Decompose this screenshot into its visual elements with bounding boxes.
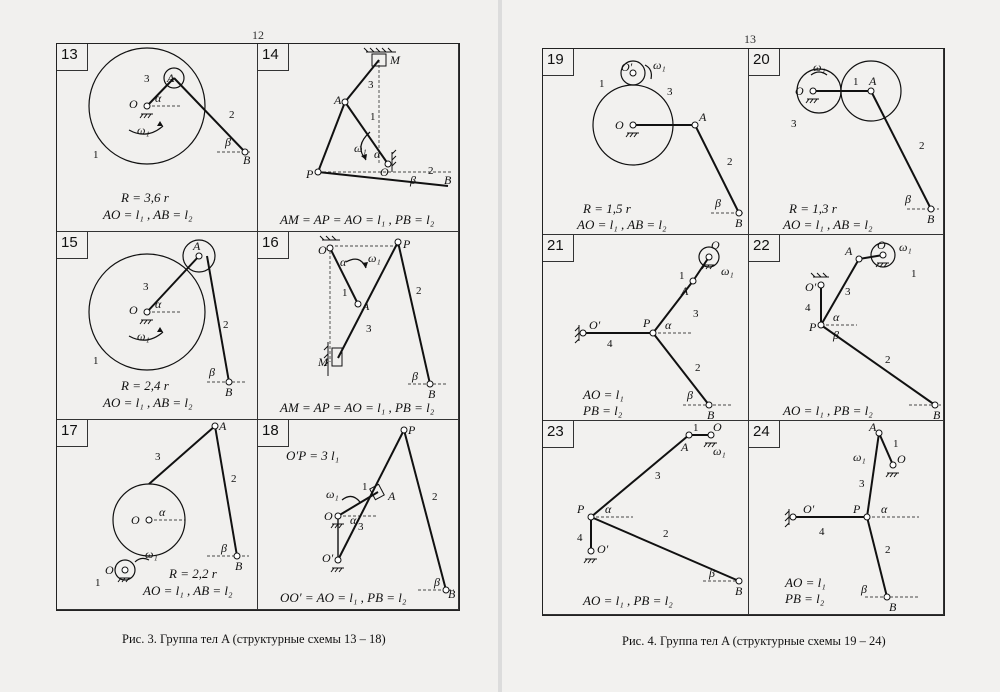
svg-text:O′: O′ [322, 551, 334, 565]
scheme-number: 24 [753, 423, 770, 440]
svg-text:O′: O′ [105, 563, 117, 577]
scheme-17-formula-2: AO = l₁ , AB = l₂ [143, 583, 233, 598]
svg-text:3: 3 [859, 478, 865, 490]
scheme-24-formula-1: AO = l₁ [785, 575, 826, 590]
scheme-number: 21 [547, 237, 564, 254]
svg-text:α: α [665, 318, 672, 332]
svg-text:3: 3 [791, 118, 797, 130]
svg-text:1: 1 [95, 577, 101, 589]
page-number-right: 13 [744, 32, 756, 46]
scheme-22 [749, 235, 944, 421]
scheme-19-formula-2: AO = l₁ , AB = l₂ [577, 217, 667, 232]
svg-text:β: β [225, 135, 231, 149]
scheme-21 [543, 235, 749, 421]
svg-text:1: 1 [370, 111, 376, 123]
scheme-number: 23 [547, 423, 564, 440]
svg-text:O: O [129, 97, 138, 111]
svg-text:B: B [235, 559, 243, 573]
svg-text:2: 2 [223, 319, 229, 331]
svg-text:P: P [809, 320, 817, 334]
figure-caption-right: Рис. 4. Группа тел A (структурные схемы 19 – 24) [622, 634, 886, 648]
scheme-17-formula-1: R = 2,2 r [169, 566, 217, 581]
svg-text:3: 3 [693, 308, 699, 320]
svg-text:1: 1 [599, 78, 605, 90]
svg-text:B: B [243, 153, 251, 167]
svg-text:P: P [403, 237, 411, 251]
svg-text:B: B [444, 173, 452, 187]
svg-text:P: P [408, 423, 416, 437]
svg-text:3: 3 [366, 323, 372, 335]
svg-text:1: 1 [362, 481, 368, 493]
scheme-24-diagram [749, 421, 944, 615]
scheme-grid-right [542, 48, 945, 616]
svg-text:α: α [155, 91, 162, 105]
svg-text:α: α [340, 255, 347, 269]
svg-text:O: O [877, 238, 886, 252]
svg-text:β: β [715, 196, 721, 210]
svg-text:ω₁: ω₁ [354, 141, 367, 155]
svg-text:3: 3 [358, 521, 364, 533]
svg-text:P: P [643, 316, 651, 330]
svg-text:2: 2 [663, 528, 669, 540]
scheme-17-diagram [57, 420, 258, 610]
scheme-23 [543, 421, 749, 615]
scheme-13-formula-1: R = 3,6 r [121, 190, 169, 205]
svg-text:1: 1 [911, 268, 917, 280]
svg-text:2: 2 [727, 156, 733, 168]
scheme-20-diagram [749, 49, 944, 235]
svg-text:O: O [324, 509, 333, 523]
scheme-number: 18 [262, 422, 279, 439]
scheme-19-diagram [543, 49, 749, 235]
svg-text:A: A [334, 93, 342, 107]
svg-text:1: 1 [679, 270, 685, 282]
scheme-16-formula: AM = AP = AO = l₁ , PB = l₂ [280, 400, 435, 415]
svg-text:2: 2 [695, 362, 701, 374]
svg-text:β: β [434, 575, 440, 589]
svg-text:α: α [374, 147, 381, 161]
svg-text:O′: O′ [805, 280, 817, 294]
svg-text:B: B [448, 587, 456, 601]
svg-text:ω₁: ω₁ [899, 240, 912, 254]
svg-text:1: 1 [693, 422, 699, 434]
svg-text:P: P [853, 502, 861, 516]
scheme-18-formula: OO′ = AO = l₁ , PB = l₂ [280, 590, 407, 605]
right-page [502, 0, 1000, 692]
scheme-18 [258, 420, 459, 610]
scheme-20-formula-1: R = 1,3 r [789, 201, 837, 216]
svg-text:1: 1 [93, 355, 99, 367]
scheme-19-formula-1: R = 1,5 r [583, 201, 631, 216]
scheme-22-formula: AO = l₁ , PB = l₂ [783, 403, 873, 418]
svg-text:3: 3 [144, 73, 150, 85]
svg-text:O: O [131, 513, 140, 527]
svg-text:A: A [388, 489, 396, 503]
scheme-number: 17 [61, 422, 78, 439]
svg-text:ω₁: ω₁ [721, 264, 734, 278]
scheme-18-top-formula: O′P = 3 l₁ [286, 448, 340, 463]
svg-text:α: α [605, 502, 612, 516]
svg-text:4: 4 [819, 526, 825, 538]
svg-text:β: β [221, 541, 227, 555]
scheme-number: 22 [753, 237, 770, 254]
scheme-number: 15 [61, 234, 78, 251]
svg-text:O′: O′ [803, 502, 815, 516]
svg-text:O: O [318, 243, 327, 257]
svg-text:A: A [845, 244, 853, 258]
scheme-21-diagram [543, 235, 749, 421]
scheme-23-diagram [543, 421, 749, 615]
svg-text:ω₁: ω₁ [326, 487, 339, 501]
svg-text:β: β [687, 388, 693, 402]
svg-text:M: M [318, 355, 328, 369]
scheme-13-formula-2: AO = l₁ , AB = l₂ [103, 207, 193, 222]
svg-text:3: 3 [368, 79, 374, 91]
svg-text:3: 3 [143, 281, 149, 293]
svg-text:O′: O′ [597, 542, 609, 556]
svg-text:A: A [362, 299, 370, 313]
svg-text:1: 1 [853, 76, 859, 88]
svg-text:ω₁: ω₁ [853, 450, 866, 464]
svg-text:2: 2 [416, 285, 422, 297]
scheme-14 [258, 44, 459, 232]
svg-text:A: A [869, 74, 877, 88]
svg-text:B: B [428, 387, 436, 401]
scheme-grid-left [56, 43, 460, 611]
svg-text:3: 3 [667, 86, 673, 98]
svg-text:ω₁: ω₁ [137, 329, 150, 343]
svg-text:B: B [707, 408, 715, 421]
svg-text:A: A [167, 71, 175, 85]
svg-text:A: A [869, 421, 877, 434]
scheme-14-diagram [258, 44, 459, 232]
svg-text:O: O [711, 238, 720, 252]
svg-text:2: 2 [432, 491, 438, 503]
svg-text:ω₁: ω₁ [653, 58, 666, 72]
scheme-19 [543, 49, 749, 235]
svg-text:O: O [713, 421, 722, 434]
scheme-24-formula-2: PB = l₂ [785, 591, 825, 606]
svg-text:2: 2 [229, 109, 235, 121]
svg-text:B: B [927, 212, 935, 226]
svg-text:3: 3 [155, 451, 161, 463]
scheme-number: 19 [547, 51, 564, 68]
figure-caption-left: Рис. 3. Группа тел A (структурные схемы 13 – 18) [122, 632, 386, 646]
svg-text:B: B [735, 584, 743, 598]
scheme-15 [57, 232, 258, 420]
svg-text:B: B [735, 216, 743, 230]
svg-text:O: O [615, 118, 624, 132]
svg-text:O: O [897, 452, 906, 466]
svg-text:4: 4 [577, 532, 583, 544]
svg-text:α: α [881, 502, 888, 516]
svg-text:β: β [861, 582, 867, 596]
svg-text:M: M [390, 53, 400, 67]
svg-text:B: B [889, 600, 897, 614]
svg-text:1: 1 [893, 438, 899, 450]
scheme-number: 14 [262, 46, 279, 63]
svg-text:O′: O′ [621, 60, 633, 74]
svg-text:2: 2 [428, 165, 434, 177]
svg-text:A: A [193, 239, 201, 253]
svg-text:β: β [905, 192, 911, 206]
page-number-left: 12 [252, 28, 264, 42]
svg-text:P: P [577, 502, 585, 516]
svg-text:O: O [129, 303, 138, 317]
scheme-21-formula-1: AO = l₁ [583, 387, 624, 402]
svg-text:O′: O′ [589, 318, 601, 332]
svg-text:2: 2 [919, 140, 925, 152]
svg-text:α: α [159, 505, 166, 519]
svg-text:ω₁: ω₁ [145, 547, 158, 561]
scheme-23-formula: AO = l₁ , PB = l₂ [583, 593, 673, 608]
svg-text:A: A [219, 420, 227, 433]
scheme-20-formula-2: AO = l₁ , AB = l₂ [783, 217, 873, 232]
scheme-number: 13 [61, 46, 78, 63]
svg-text:O: O [795, 84, 804, 98]
scheme-15-formula-2: AO = l₁ , AB = l₂ [103, 395, 193, 410]
scheme-16 [258, 232, 459, 420]
svg-text:2: 2 [885, 354, 891, 366]
svg-text:1: 1 [93, 149, 99, 161]
svg-text:B: B [933, 408, 941, 421]
svg-text:4: 4 [805, 302, 811, 314]
scheme-14-formula: AM = AP = AO = l₁ , PB = l₂ [280, 212, 435, 227]
svg-text:A: A [699, 110, 707, 124]
scheme-17 [57, 420, 258, 610]
scheme-21-formula-2: PB = l₂ [583, 403, 623, 418]
svg-text:β: β [833, 328, 839, 342]
svg-text:β: β [709, 566, 715, 580]
scheme-24 [749, 421, 944, 615]
scheme-15-formula-1: R = 2,4 r [121, 378, 169, 393]
svg-text:2: 2 [885, 544, 891, 556]
scheme-16-diagram [258, 232, 459, 420]
svg-text:β: β [412, 369, 418, 383]
svg-text:2: 2 [231, 473, 237, 485]
svg-text:A: A [681, 440, 689, 454]
svg-text:ω₁: ω₁ [713, 444, 726, 458]
svg-text:A: A [681, 284, 689, 298]
svg-text:β: β [209, 365, 215, 379]
scheme-number: 16 [262, 234, 279, 251]
scheme-20 [749, 49, 944, 235]
svg-text:α: α [350, 513, 357, 527]
svg-text:3: 3 [655, 470, 661, 482]
svg-text:P: P [306, 167, 314, 181]
svg-text:β: β [410, 173, 416, 187]
scheme-22-diagram [749, 235, 944, 421]
svg-text:4: 4 [607, 338, 613, 350]
left-page [0, 0, 498, 692]
svg-text:ω₁: ω₁ [813, 60, 826, 74]
scheme-13 [57, 44, 258, 232]
svg-text:ω₁: ω₁ [137, 123, 150, 137]
svg-text:ω₁: ω₁ [368, 251, 381, 265]
svg-text:B: B [225, 385, 233, 399]
svg-text:α: α [155, 297, 162, 311]
svg-text:1: 1 [342, 287, 348, 299]
scheme-number: 20 [753, 51, 770, 68]
svg-text:O: O [380, 165, 389, 179]
svg-text:α: α [833, 310, 840, 324]
svg-text:3: 3 [845, 286, 851, 298]
